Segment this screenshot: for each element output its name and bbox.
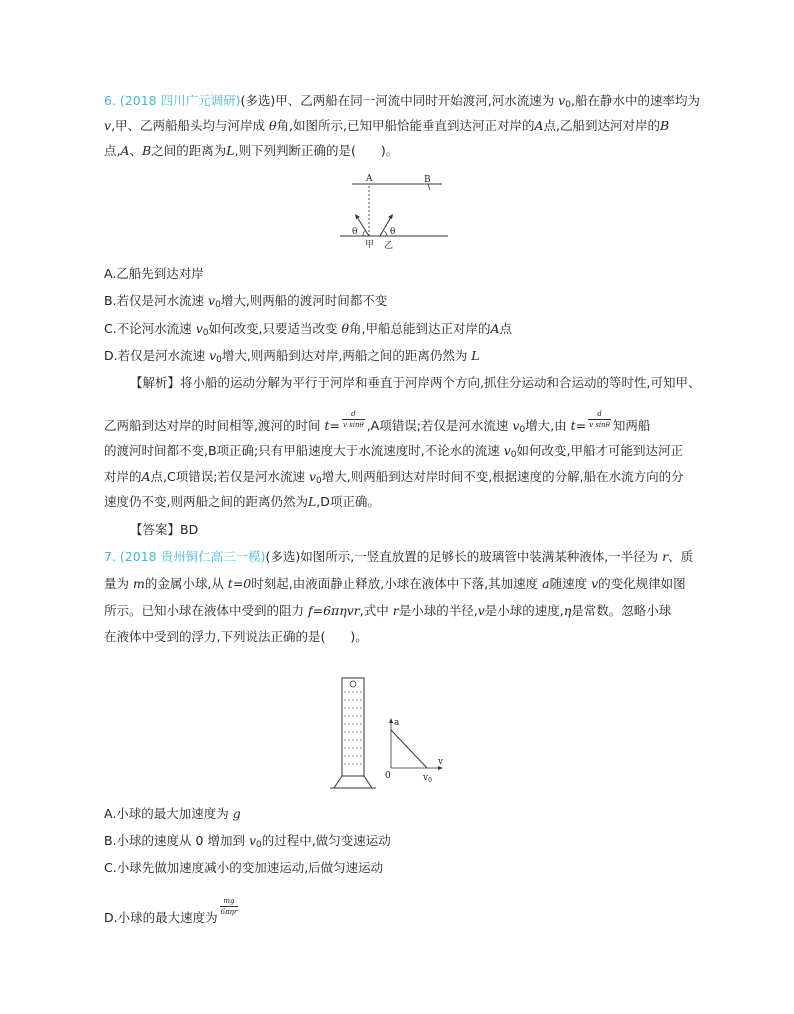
q7-line-4: 在液体中受到的浮力,下列说法正确的是( )。 (104, 629, 368, 644)
q6-option-c: C.不论河水流速 $v_0$如何改变,只要适当改变 θ角,甲船总能到达正对岸的A点 (104, 321, 512, 338)
fig-label-A: A (366, 174, 373, 184)
q7-source: (2018 贵州铜仁高三一模) (119, 549, 266, 564)
q6-analysis-line-1: 【解析】将小船的运动分解为平行于河岸和垂直于河岸两个方向,抓住分运动和合运动的等时性,可知甲、 (130, 375, 701, 390)
q6-source: (2018 四川广元调研) (119, 93, 241, 108)
q6-analysis-line-4: 对岸的A点,C项错误;若仅是河水流速 $v_0$增大,则两船到达对岸时间不变,根据速度的分解,船在水流方向的分 (104, 469, 684, 486)
graph-v-label: v (438, 757, 444, 767)
time-fraction-2: $\frac{d}{\text{v sinθ}}$ (589, 410, 610, 429)
q7-line-1: 7. (2018 贵州铜仁高三一模)(多选)如图所示,一竖直放置的足够长的玻璃管中装满某种液体,一半径为 r、质 (104, 549, 694, 564)
river-crossing-figure (340, 170, 450, 250)
max-speed-fraction: $\frac{mg}{\text{6πηr}}$ (220, 897, 238, 916)
q7-option-a: A.小球的最大加速度为 g (104, 806, 241, 821)
tube-and-graph-figure (330, 676, 450, 796)
q7-line-2: 量为 m的金属小球,从 t=0时刻起,由液面静止释放,小球在液体中下落,其加速度 a随速度 v的变化规律如图 (104, 576, 686, 591)
fig-label-yi: 乙 (384, 241, 394, 250)
fig-label-theta-left: θ (352, 227, 358, 237)
q6-number: 6. (104, 93, 116, 108)
graph-origin-label: 0 (385, 771, 391, 781)
q7-number: 7. (104, 549, 116, 564)
q7-option-c: C.小球先做加速度减小的变加速运动,后做匀速运动 (104, 860, 384, 875)
graph-a-label: a (394, 718, 400, 728)
q7-line-3: 所示。已知小球在液体中受到的阻力 f=6πηvr,式中 r是小球的半径,v是小球的速度,η是常数。忽略小球 (104, 603, 672, 618)
q6-option-a: A.乙船先到达对岸 (104, 266, 204, 281)
q7-option-d: D.小球的最大速度为 $\frac{mg}{\text{6πηr}}$ (104, 897, 238, 925)
fig-label-jia: 甲 (365, 240, 375, 250)
q7-option-b: B.小球的速度从 0 增加到 $v_0$的过程中,做匀变速运动 (104, 833, 391, 850)
q6-option-d: D.若仅是河水流速 $v_0$增大,则两船到达对岸,两船之间的距离仍然为 L (104, 348, 480, 365)
q6-analysis-line-5: 速度仍不变,则两船之间的距离仍然为L,D项正确。 (104, 494, 380, 509)
fig-label-B: B (424, 175, 431, 185)
q6-line-2: v,甲、乙两船船头均与河岸成 θ角,如图所示,已知甲船恰能垂直到达河正对岸的A点,乙船到达河对岸的B (104, 118, 670, 133)
fig-label-theta-right: θ (390, 227, 396, 237)
q6-analysis-line-3: 的渡河时间都不变,B项正确;只有甲船速度大于水流速度时,不论水的流速 $v_0$如何改变,甲船才可能到达河正 (104, 443, 683, 460)
time-fraction: $\frac{d}{\text{v sinθ}}$ (342, 410, 364, 429)
q6-option-b: B.若仅是河水流速 $v_0$增大,则两船的渡河时间都不变 (104, 293, 388, 310)
q6-analysis-line-2: 乙两船到达对岸的时间相等,渡河的时间 t= $\frac{d}{\text{v sinθ}}$ ,A项错误;若仅是河水流速 $v_0$增大,由 t= $\frac{d}{\text{v sinθ}}$ 知两船 (104, 410, 651, 435)
q6-answer: 【答案】BD (130, 522, 199, 537)
q6-line-1: 6. (2018 四川广元调研)(多选)甲、乙两船在同一河流中同时开始渡河,河水流速为 $v_0$,船在静水中的速率均为 (104, 93, 700, 110)
q6-line-3: 点,A、B之间的距离为L,则下列判断正确的是( )。 (104, 143, 399, 158)
graph-v0-label: $v_0$ (423, 773, 432, 784)
